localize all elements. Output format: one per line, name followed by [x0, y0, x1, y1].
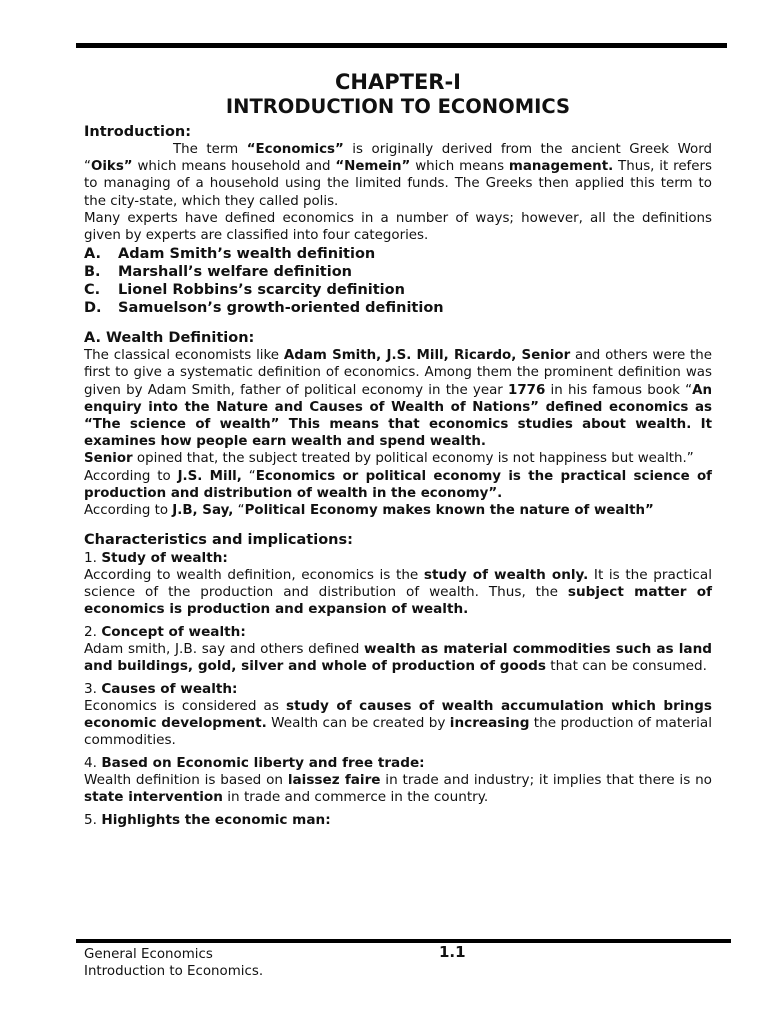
characteristic-2: 2. Concept of wealth: Adam smith, J.B. say and others defined wealth as material commodities such as land and buildings, gold, silver and whole of production of goods that can be consumed.	[84, 624, 712, 675]
wealth-paragraph-2	[84, 450, 712, 467]
wealth-paragraph-3	[84, 468, 712, 502]
text-run: increasing	[449, 715, 530, 732]
text-run: is originally derived from the ancient Greek Word “	[84, 142, 712, 175]
text-run: Adam Smith, J.S. Mill, Ricardo, Senior	[283, 348, 571, 364]
wealth-paragraph-1	[84, 347, 712, 450]
text-run: “Economics”	[246, 142, 344, 157]
text-run: the production of material commodities.	[84, 715, 712, 749]
wealth-paragraph-4	[84, 502, 712, 519]
text-run: subject matter of economics is production and expansion of wealth.	[84, 584, 712, 618]
text-run: in trade and commerce in the country.	[222, 789, 489, 806]
intro-paragraph-2: Many experts have defined economics in a number of ways; however, all the definitions given by experts are classified into four categories.	[84, 210, 712, 244]
text-run: It is the practical science of the production and distribution of wealth. Thus, the	[84, 567, 712, 601]
text-run: Thus, it refers to managing of a household using the limited funds. The Greeks then applied this term to the city-state, which they called polis.	[84, 159, 712, 209]
category-item-a: A. Adam Smith’s wealth definition	[84, 246, 376, 263]
category-item-c: C. Lionel Robbins’s scarcity definition	[84, 282, 405, 299]
characteristic-3: 3. Causes of wealth: Economics is considered as study of causes of wealth accumulation which brings economic development. Wealth can be created by increasing the production of material commodities.	[84, 681, 712, 749]
text-run: Oiks”	[90, 159, 133, 175]
top-rule	[76, 43, 727, 48]
characteristic-3-body	[84, 698, 712, 749]
text-run: “	[233, 503, 245, 519]
category-list	[84, 245, 712, 317]
text-run: study of causes of wealth accumulation which brings economic development.	[84, 698, 712, 732]
text-run: opined that, the subject treated by political economy is not happiness but wealth.”	[132, 451, 694, 467]
page-footer	[84, 943, 724, 980]
text-run: Economics is considered as	[84, 698, 287, 715]
characteristic-1: 1. Study of wealth: According to wealth definition, economics is the study of wealth only. It is the practical science of the production and distribution of wealth. Thus, the subject matter of economics is production and expansion of wealth.	[84, 550, 712, 618]
text-run: J.B, Say,	[172, 503, 234, 519]
text-run: Senior	[84, 451, 133, 467]
text-run: Adam smith, J.B. say and others defined	[84, 641, 365, 658]
text-run: According to	[84, 503, 173, 519]
text-run: According to	[84, 468, 178, 484]
text-run: in trade and industry; it implies that there is no	[380, 772, 712, 789]
text-run: laissez faire	[287, 772, 381, 789]
characteristic-1-body	[84, 567, 712, 618]
text-run: Economics or political economy is the practical science of production and distribution of wealth in the economy”.	[84, 468, 712, 501]
page-number: 1.1	[439, 943, 466, 961]
characteristic-4: 4. Based on Economic liberty and free trade: Wealth definition is based on laissez faire in trade and industry; it implies that there is no state intervention in trade and commerce in the country.	[84, 755, 712, 806]
text-run: wealth as material commodities such as land and buildings, gold, silver and whole of production of goods	[84, 641, 712, 675]
text-run: and others were the first to give a systematic definition of economics. Among them the prominent definition was given by Adam Smith, father of political economy in the year	[84, 348, 713, 398]
text-run: management.	[508, 159, 614, 175]
text-run: “	[241, 468, 256, 484]
characteristic-5: 5. Highlights the economic man:	[84, 812, 331, 829]
chapter-title: INTRODUCTION TO ECONOMICS	[225, 95, 571, 118]
characteristic-2-body	[84, 641, 712, 675]
category-item-d: D. Samuelson’s growth-oriented definition	[84, 300, 444, 317]
footer-chapter-title: Introduction to Economics.	[84, 964, 264, 979]
text-run: An enquiry into the Nature and Causes of Wealth of Nations” defined economics as “The science of wealth” This means that economics studies about wealth. It examines how people earn wealth and spend wealth.	[84, 382, 712, 450]
page-body	[84, 70, 712, 829]
wealth-heading: A. Wealth Definition:	[84, 330, 255, 347]
characteristic-4-body	[84, 772, 712, 806]
text-run: which means household and	[132, 159, 336, 175]
text-run: Wealth can be created by	[266, 715, 450, 732]
text-run: in his famous book “	[545, 382, 693, 398]
text-run: “Nemein”	[335, 159, 411, 175]
chapter-number: CHAPTER-I	[335, 70, 461, 94]
category-item-b: B. Marshall’s welfare definition	[84, 264, 352, 281]
text-run: which means	[410, 159, 509, 175]
bottom-rule	[76, 939, 731, 943]
text-run: study of wealth only.	[423, 567, 589, 584]
text-run: that can be consumed.	[545, 658, 707, 675]
characteristics-heading: Characteristics and implications:	[84, 532, 353, 549]
text-run: 1776	[508, 382, 546, 398]
intro-paragraph-1	[84, 141, 712, 210]
intro-heading: Introduction:	[84, 124, 192, 140]
text-run: Wealth definition is based on	[84, 772, 288, 789]
text-run: J.S. Mill,	[177, 468, 242, 484]
text-run: state intervention	[84, 789, 223, 806]
text-run: According to wealth definition, economics is the	[84, 567, 424, 584]
footer-book-title: General Economics	[84, 947, 213, 962]
text-run: The classical economists like	[84, 348, 284, 364]
text-run: The term	[173, 142, 247, 157]
text-run: Political Economy makes known the nature of wealth”	[244, 503, 654, 519]
